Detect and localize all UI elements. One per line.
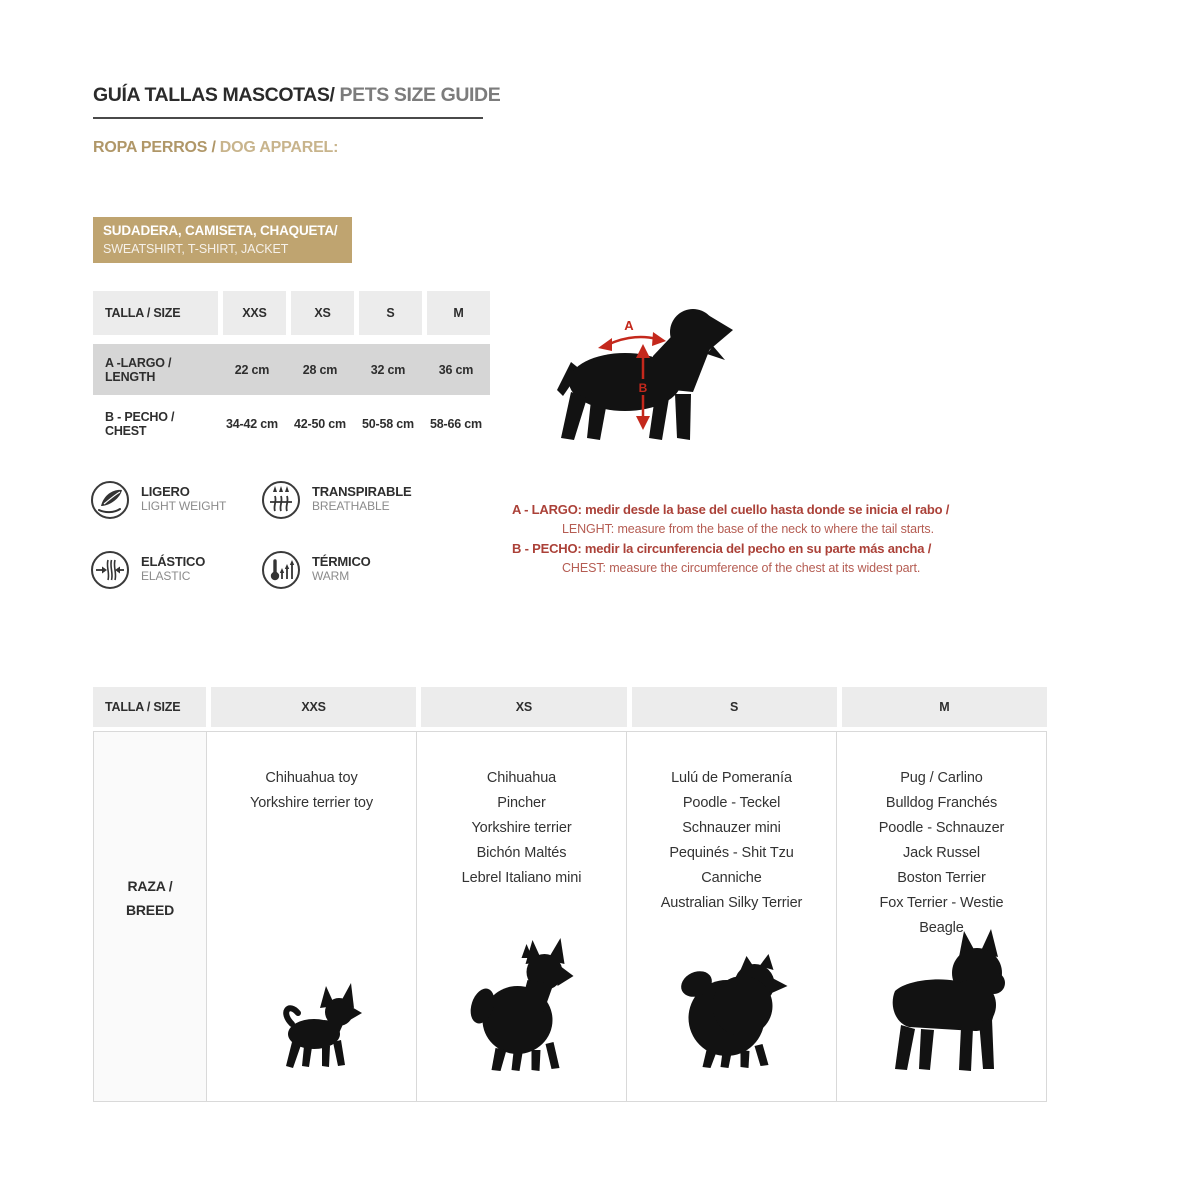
page-title-en: PETS SIZE GUIDE (339, 84, 501, 106)
size-table-header-label: TALLA / SIZE (93, 291, 218, 335)
chihuahua-silhouette-icon (262, 982, 362, 1075)
chest-xs: 42-50 cm (294, 417, 346, 431)
row-length-label: A -LARGO / LENGTH (105, 355, 172, 384)
feature-elastic (91, 551, 205, 589)
breed-line: Pincher (497, 795, 546, 811)
length-s: 32 cm (370, 362, 406, 377)
elastic-icon (91, 551, 129, 589)
chest-s: 50-58 cm (362, 417, 414, 431)
breed-list-m (837, 732, 1046, 941)
size-table-row-length (93, 344, 490, 395)
thermometer-icon (262, 551, 300, 589)
breed-line: Poodle - Schnauzer (878, 820, 1005, 836)
size-table-header-s: S (359, 291, 422, 335)
length-xxs: 22 cm (234, 362, 270, 377)
breed-table-header-row (93, 687, 1047, 727)
breed-line: Poodle - Teckel (682, 795, 781, 811)
breed-line: Yorkshire terrier (471, 820, 572, 836)
note-largo: A - LARGO: medir desde la base del cuello hasta donde se inicia el rabo / (512, 502, 950, 517)
breed-column-xxs (206, 732, 416, 1101)
feature-lightweight (91, 481, 226, 519)
measure-label-b: B (638, 381, 648, 395)
page-title (93, 84, 501, 119)
size-table-header-m: M (427, 291, 490, 335)
breed-table-header-label: TALLA / SIZE (93, 687, 206, 727)
breed-line: Lebrel Italiano mini (461, 870, 582, 886)
breed-line: Boston Terrier (897, 870, 986, 886)
chest-m: 58-66 cm (430, 417, 482, 431)
note-chest: CHEST: measure the circumference of the chest at its widest part. (562, 560, 921, 575)
measure-label-a: A (624, 318, 634, 333)
raza-label-line1: RAZA / (127, 878, 173, 894)
feature-name-en: ELASTIC (141, 569, 191, 583)
raza-label-line2: BREED (125, 902, 174, 918)
breed-line: Chihuahua toy (265, 770, 358, 786)
breed-list-xxs (207, 732, 416, 816)
breed-column-s (626, 732, 836, 1101)
airflow-icon (262, 481, 300, 519)
breed-column-xs (416, 732, 626, 1101)
breed-table-header-xs: XS (421, 687, 626, 727)
chest-xxs: 34-42 cm (226, 417, 278, 431)
labrador-silhouette-icon (555, 300, 735, 450)
feature-name-en: WARM (312, 569, 350, 583)
size-table-header-xs: XS (291, 291, 354, 335)
breed-line: Fox Terrier - Westie (879, 895, 1004, 911)
breed-line: Pequinés - Shit Tzu (669, 845, 794, 861)
size-table-header-row (93, 291, 490, 335)
feature-name-es: ELÁSTICO (141, 554, 206, 569)
pomeranian-silhouette-icon (674, 948, 789, 1073)
feather-icon (91, 481, 129, 519)
breed-line: Bulldog Franchés (885, 795, 998, 811)
feature-name-en: BREATHABLE (312, 499, 390, 513)
breed-line: Jack Russel (902, 845, 981, 861)
measure-arrow-a (598, 318, 666, 351)
category-banner (93, 217, 352, 263)
measure-notes (512, 500, 982, 578)
breed-line: Chihuahua (486, 770, 557, 786)
breed-table-header-m: M (842, 687, 1047, 727)
breed-line: Beagle (919, 920, 964, 936)
size-table-header-xxs: XXS (223, 291, 286, 335)
breed-row-label-cell (94, 732, 206, 1101)
feature-warm (262, 551, 371, 589)
breed-line: Australian Silky Terrier (660, 895, 803, 911)
page-subtitle-en: DOG APPAREL: (219, 139, 339, 156)
length-xs: 28 cm (302, 362, 338, 377)
measurement-diagram (555, 300, 735, 450)
breed-line: Bichón Maltés (476, 845, 567, 861)
breed-column-m (836, 732, 1046, 1101)
breed-list-xs (417, 732, 626, 891)
note-length: LENGHT: measure from the base of the neck to where the tail starts. (562, 521, 934, 536)
feature-name-en: LIGHT WEIGHT (141, 499, 227, 513)
breed-line: Schnauzer mini (682, 820, 781, 836)
breed-line: Lulú de Pomeranía (671, 770, 792, 786)
page-subtitle (93, 139, 338, 157)
breed-list-s (627, 732, 836, 916)
breed-line: Yorkshire terrier toy (249, 795, 374, 811)
feature-name-es: TÉRMICO (312, 554, 371, 569)
breed-table-header-xxs: XXS (211, 687, 416, 727)
page-title-es: GUÍA TALLAS MASCOTAS/ (93, 84, 335, 106)
size-table-row-chest (93, 400, 490, 448)
size-table (93, 291, 490, 448)
breed-table (93, 687, 1047, 1102)
feature-name-es: TRANSPIRABLE (312, 484, 412, 499)
category-banner-line2: SWEATSHIRT, T-SHIRT, JACKET (103, 242, 289, 256)
breed-table-header-s: S (632, 687, 837, 727)
breed-line: Canniche (701, 870, 762, 886)
row-chest-label: B - PECHO / CHEST (105, 410, 175, 438)
category-banner-line1: SUDADERA, CAMISETA, CHAQUETA/ (103, 223, 338, 238)
raza-breed-label (94, 732, 206, 922)
note-pecho: B - PECHO: medir la circunferencia del pecho en su parte más ancha / (512, 541, 932, 556)
feature-breathable (262, 481, 411, 519)
french-bulldog-silhouette-icon (877, 929, 1007, 1079)
breed-line: Pug / Carlino (900, 770, 983, 786)
length-m: 36 cm (438, 362, 474, 377)
breed-table-body (93, 731, 1047, 1102)
page-subtitle-es: ROPA PERROS / (93, 139, 216, 156)
feature-name-es: LIGERO (141, 484, 190, 499)
longhair-chihuahua-silhouette-icon (469, 932, 574, 1077)
